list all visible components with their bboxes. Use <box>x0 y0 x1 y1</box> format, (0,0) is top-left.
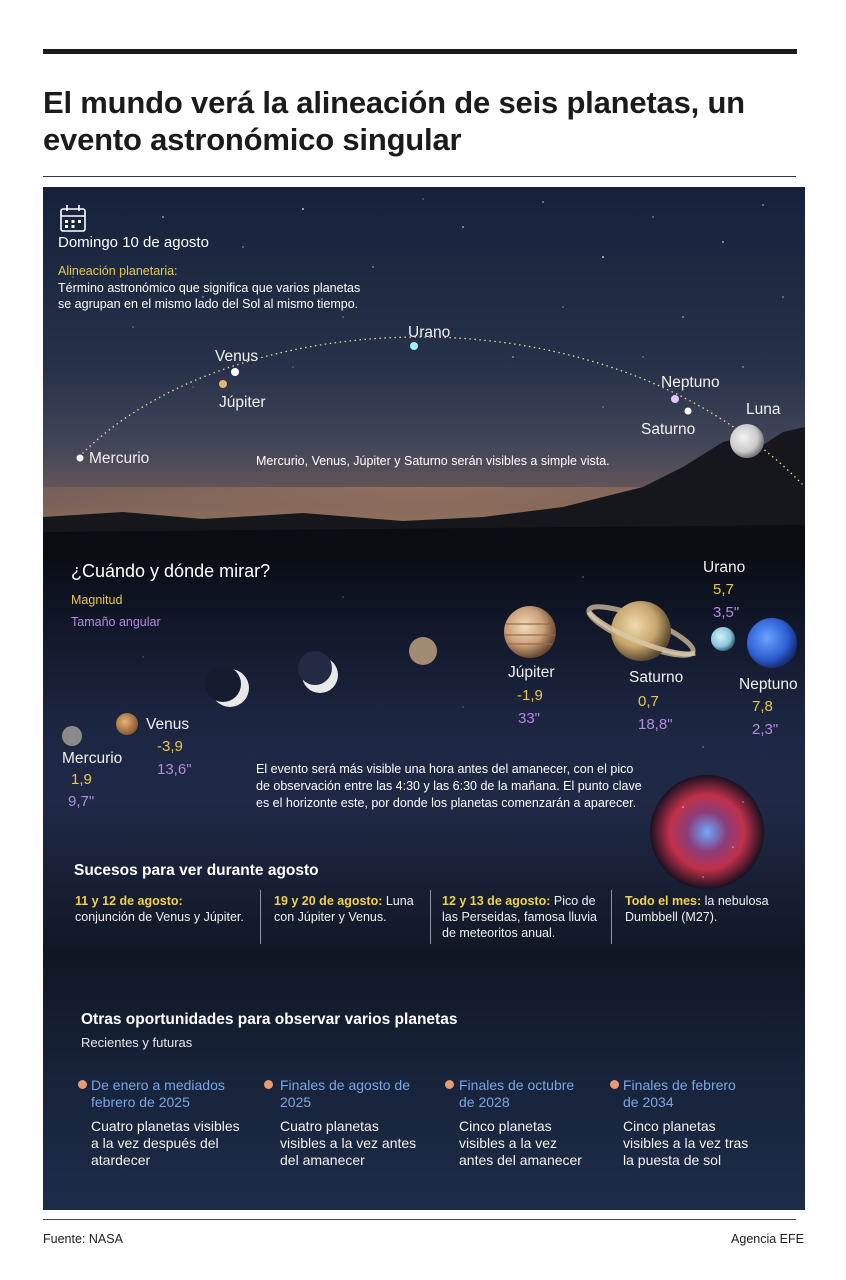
agency-credit: Agencia EFE <box>731 1232 804 1246</box>
page-title: El mundo verá la alineación de seis planetas, un evento astronómico singular <box>43 85 745 157</box>
magnitude-saturno: 0,7 <box>638 693 659 710</box>
definition-title: Alineación planetaria: <box>58 264 178 278</box>
title-divider <box>43 176 796 177</box>
opportunity-date-1: De enero a mediados febrero de 2025 <box>91 1077 225 1110</box>
event-separator <box>260 890 261 944</box>
opportunity-date-4: Finales de febrero de 2034 <box>623 1077 736 1110</box>
event-date-4: Todo el mes: <box>625 894 702 908</box>
other-title: Otras oportunidades para observar varios planetas <box>81 1011 458 1028</box>
opportunity-date-3: Finales de octubre de 2028 <box>459 1077 575 1110</box>
label-urano-sky: Urano <box>408 324 451 341</box>
magnitude-neptuno: 7,8 <box>752 698 773 715</box>
venus-planet <box>116 713 138 735</box>
venus-star <box>231 368 239 376</box>
event-line3-3: de meteoritos anual. <box>442 926 556 940</box>
footer-divider <box>43 1219 796 1220</box>
label-jupiter-sky: Júpiter <box>219 394 266 411</box>
mercurio-planet <box>62 726 82 746</box>
opportunity-desc-3: Cinco planetas visibles a la vez antes del amanecer <box>459 1118 582 1168</box>
label-neptuno-sky: Neptuno <box>661 374 720 391</box>
other-subtitle: Recientes y futuras <box>81 1035 193 1050</box>
viewing-note-1: El evento será más visible una hora antes del amanecer, con el pico <box>256 762 634 776</box>
dumbbell-nebula <box>650 775 764 889</box>
saturno-star <box>685 408 692 415</box>
event-item-3 <box>442 893 597 941</box>
where-title: ¿Cuándo y dónde mirar? <box>71 561 271 581</box>
label-luna-sky: Luna <box>746 401 781 418</box>
event-line2-1: conjunción de Venus y Júpiter. <box>75 910 244 924</box>
label-mercurio-sky: Mercurio <box>89 450 150 467</box>
event-separator <box>430 890 431 944</box>
planet-name-urano: Urano <box>703 559 746 576</box>
timeline-dot <box>445 1080 454 1089</box>
definition-text-1: Término astronómico que significa que varios planetas <box>58 281 361 295</box>
opportunity-desc-4: Cinco planetas visibles a la vez tras la puesta de sol <box>623 1118 749 1168</box>
calendar-icon <box>61 205 85 231</box>
viewing-note-3: es el horizonte este, por donde los planetas comenzarán a aparecer. <box>256 796 637 810</box>
visible-note: Mercurio, Venus, Júpiter y Saturno serán visibles a simple vista. <box>256 454 610 468</box>
planet-name-mercurio: Mercurio <box>62 750 123 767</box>
opportunity-desc-2: Cuatro planetas visibles a la vez antes del amanecer <box>280 1118 417 1168</box>
top-bar <box>43 49 797 54</box>
magnitude-mercurio: 1,9 <box>71 771 92 788</box>
planet-name-jupiter: Júpiter <box>508 664 555 681</box>
label-saturno-sky: Saturno <box>641 421 696 438</box>
angular-venus: 13,6" <box>157 761 192 778</box>
event-date-1: 11 y 12 de agosto: <box>75 894 183 908</box>
timeline-dot <box>78 1080 87 1089</box>
urano-planet <box>711 627 735 651</box>
event-date: Domingo 10 de agosto <box>58 234 209 251</box>
neptuno-star <box>671 395 679 403</box>
moon <box>730 424 764 458</box>
magnitude-venus: -3,9 <box>157 738 183 755</box>
event-item-2 <box>274 893 414 925</box>
source-credit: Fuente: NASA <box>43 1232 123 1246</box>
opportunity-desc-1: Cuatro planetas visibles a la vez después del atardecer <box>91 1118 240 1168</box>
event-date-3: 12 y 13 de agosto: <box>442 894 551 908</box>
urano-star <box>410 342 418 350</box>
event-date-2: 19 y 20 de agosto: <box>274 894 383 908</box>
timeline-dot <box>610 1080 619 1089</box>
planet-name-saturno: Saturno <box>629 669 684 686</box>
opportunity-date-2: Finales de agosto de 2025 <box>280 1077 410 1110</box>
angular-mercurio: 9,7" <box>68 793 95 810</box>
definition-text-2: se agrupan en el mismo lado del Sol al mismo tiempo. <box>58 297 359 311</box>
jupiter-planet <box>504 606 556 658</box>
viewing-note-2: de observación entre las 4:30 y las 6:30 de la mañana. El punto clave <box>256 779 642 793</box>
magnitude-jupiter: -1,9 <box>517 687 543 704</box>
angular-saturno: 18,8" <box>638 716 673 733</box>
infographic-panel <box>43 187 805 1210</box>
magnitude-urano: 5,7 <box>713 581 734 598</box>
saturno-planet <box>584 598 698 664</box>
event-line2-4: Dumbbell (M27). <box>625 910 718 924</box>
angular-neptuno: 2,3" <box>752 721 779 738</box>
event-line1-2: Luna <box>385 894 414 908</box>
timeline-dot <box>264 1080 273 1089</box>
angular-jupiter: 33" <box>518 710 541 727</box>
events-title: Sucesos para ver durante agosto <box>74 862 319 879</box>
planet-name-venus: Venus <box>146 716 190 733</box>
label-venus-sky: Venus <box>215 348 259 365</box>
legend-angular-size: Tamaño angular <box>71 615 161 629</box>
event-line2-2: con Júpiter y Venus. <box>274 910 387 924</box>
event-line1-3: Pico de <box>553 894 596 908</box>
event-separator <box>611 890 612 944</box>
legend-magnitude: Magnitud <box>71 593 123 607</box>
event-item-4 <box>625 893 769 925</box>
event-line2-3: las Perseidas, famosa lluvia <box>442 910 597 924</box>
planet-name-neptuno: Neptuno <box>739 676 798 693</box>
neptuno-planet <box>747 618 797 668</box>
jupiter-star <box>219 380 227 388</box>
event-line1-4: la nebulosa <box>704 894 769 908</box>
moon-phase-3 <box>409 637 437 665</box>
angular-urano: 3,5" <box>713 604 740 621</box>
event-item-1 <box>75 893 244 925</box>
mercurio-star <box>77 455 84 462</box>
